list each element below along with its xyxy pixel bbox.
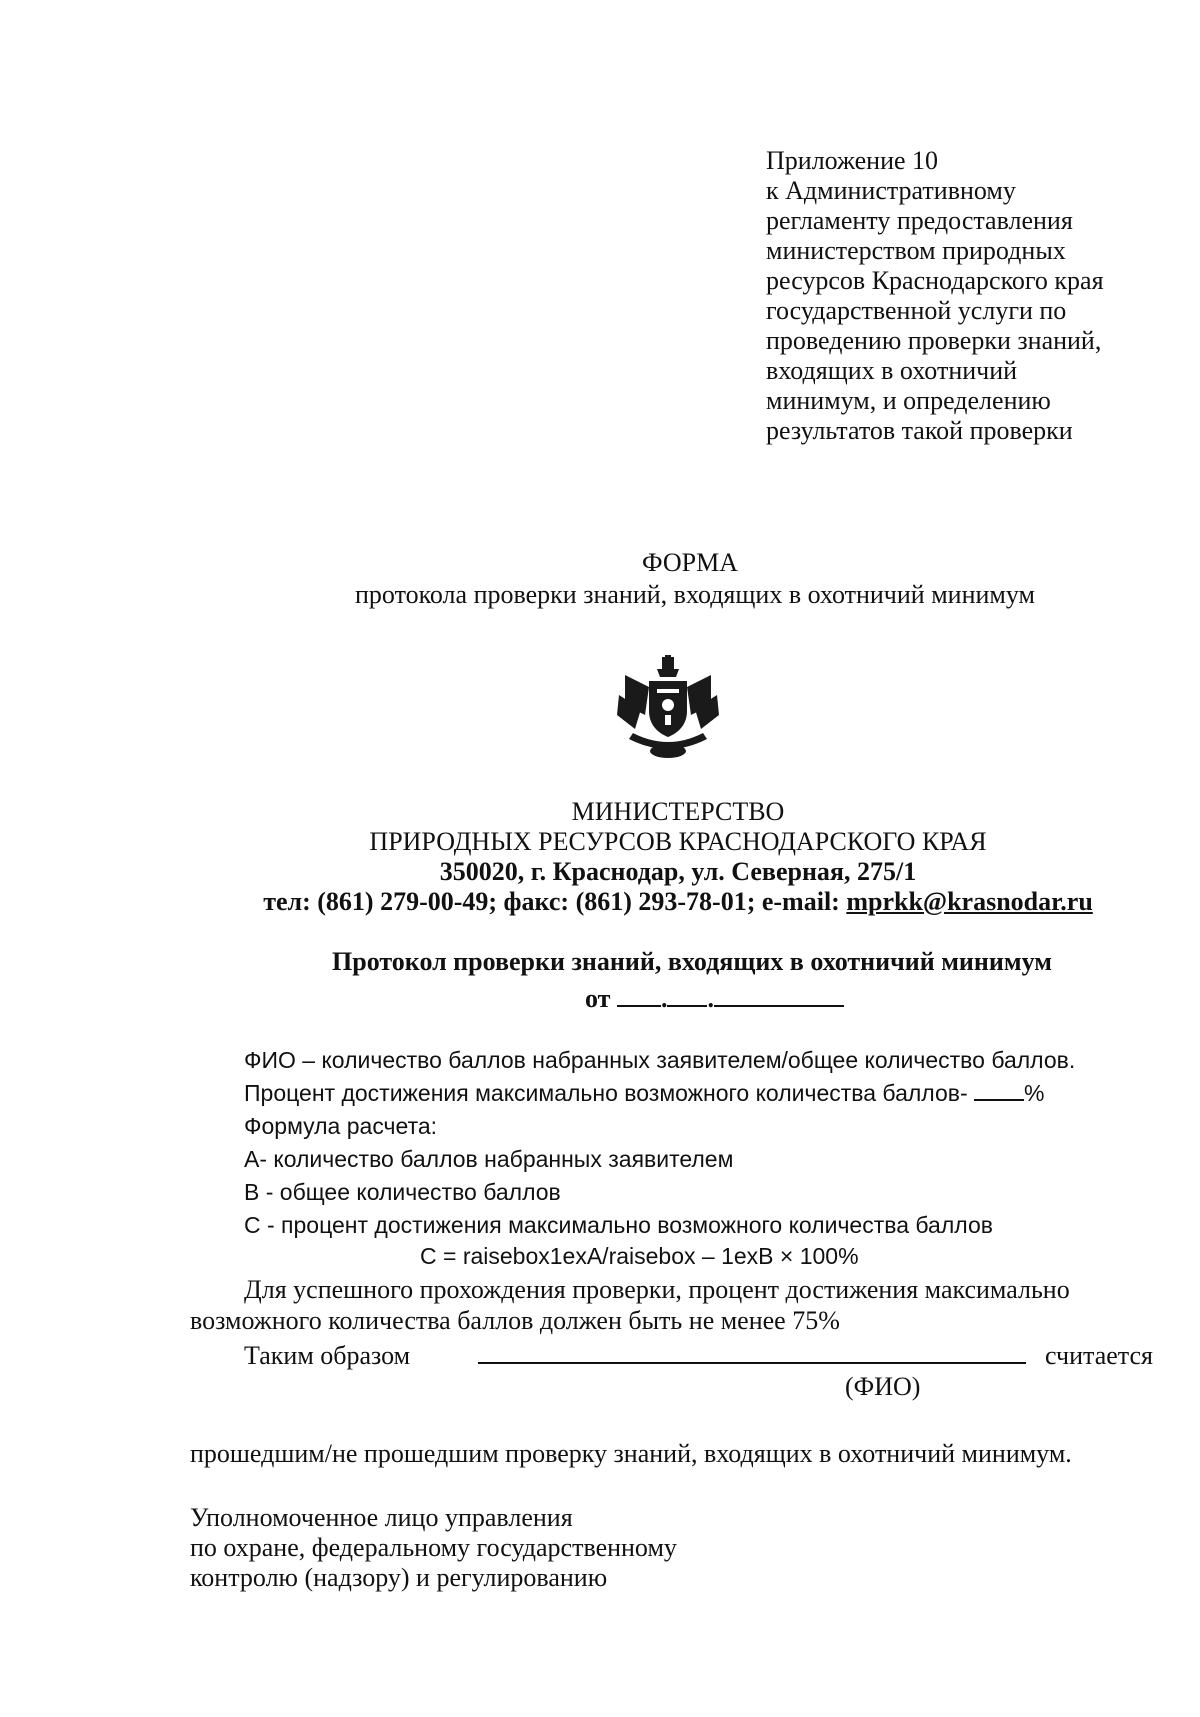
considered-label: считается bbox=[1045, 1341, 1153, 1370]
date-month-field[interactable] bbox=[667, 983, 707, 1007]
protocol-title: Протокол проверки знаний, входящих в охотничий минимум bbox=[332, 947, 1052, 976]
protocol-date bbox=[585, 983, 844, 1014]
pass-condition-line2: возможного количества баллов должен быть не менее 75% bbox=[190, 1306, 840, 1335]
appendix-line: Приложение 10 bbox=[766, 146, 939, 175]
signature-block bbox=[190, 1503, 677, 1593]
percent-label: Процент достижения максимально возможного количества баллов- bbox=[244, 1080, 968, 1106]
percent-field[interactable] bbox=[974, 1079, 1024, 1101]
appendix-line: результатов такой проверки bbox=[766, 416, 1073, 445]
fio-input-line[interactable] bbox=[478, 1362, 1026, 1364]
coat-of-arms bbox=[613, 655, 723, 760]
variable-a: А- количество баллов набранных заявителем bbox=[244, 1146, 734, 1172]
appendix-line: ресурсов Краснодарского края bbox=[766, 266, 1104, 295]
signature-line: по охране, федеральному государственному bbox=[190, 1533, 677, 1562]
date-prefix: от bbox=[585, 984, 611, 1013]
signature-line: контролю (надзору) и регулированию bbox=[190, 1563, 608, 1592]
contacts-text: тел: (861) 279-00-49; факс: (861) 293-78-01; e-mail: bbox=[263, 887, 847, 916]
variable-c: С - процент достижения максимально возможного количества баллов bbox=[244, 1212, 993, 1238]
formula-label: Формула расчета: bbox=[244, 1113, 438, 1139]
pass-condition-line1: Для успешного прохождения проверки, процент достижения максимально bbox=[244, 1275, 1070, 1304]
ministry-address: 350020, г. Краснодар, ул. Северная, 275/1 bbox=[439, 857, 917, 886]
appendix-line: государственной услуги по bbox=[766, 296, 1067, 325]
appendix-line: к Административному bbox=[766, 176, 1016, 205]
fio-description: ФИО – количество баллов набранных заявителем/общее количество баллов. bbox=[244, 1047, 1076, 1073]
form-subtitle: протокола проверки знаний, входящих в охотничий минимум bbox=[355, 580, 1035, 609]
email-link[interactable]: mprkk@krasnodar.ru bbox=[846, 887, 1093, 916]
formula: С = raisebox1exA/raisebox – 1exB × 100% bbox=[420, 1243, 859, 1269]
variable-b: В - общее количество баллов bbox=[244, 1179, 561, 1205]
date-separator: . bbox=[660, 984, 668, 1013]
fio-caption: (ФИО) bbox=[845, 1372, 921, 1401]
percent-sign: % bbox=[1024, 1080, 1045, 1106]
result-line: прошедшим/не прошедшим проверку знаний, входящих в охотничий минимум. bbox=[190, 1439, 1072, 1468]
thus-label: Таким образом bbox=[244, 1341, 411, 1370]
krasnodar-coat-of-arms-icon bbox=[613, 655, 723, 760]
appendix-line: входящих в охотничий bbox=[766, 356, 1018, 385]
ministry-name: ПРИРОДНЫХ РЕСУРСОВ КРАСНОДАРСКОГО КРАЯ bbox=[369, 827, 987, 856]
appendix-line: министерством природных bbox=[766, 236, 1066, 265]
ministry-title: МИНИСТЕРСТВО bbox=[571, 797, 785, 826]
percent-line bbox=[244, 1077, 1044, 1109]
date-day-field[interactable] bbox=[617, 983, 661, 1007]
date-year-field[interactable] bbox=[714, 983, 844, 1007]
appendix-line: проведению проверки знаний, bbox=[766, 326, 1102, 355]
ministry-contacts bbox=[78, 887, 1200, 917]
appendix-line: минимум, и определению bbox=[766, 386, 1051, 415]
form-title: ФОРМА bbox=[642, 548, 738, 577]
appendix-line: регламенту предоставления bbox=[766, 206, 1073, 235]
appendix-header bbox=[766, 146, 1186, 446]
signature-line: Уполномоченное лицо управления bbox=[190, 1503, 573, 1532]
date-separator: . bbox=[707, 984, 714, 1013]
